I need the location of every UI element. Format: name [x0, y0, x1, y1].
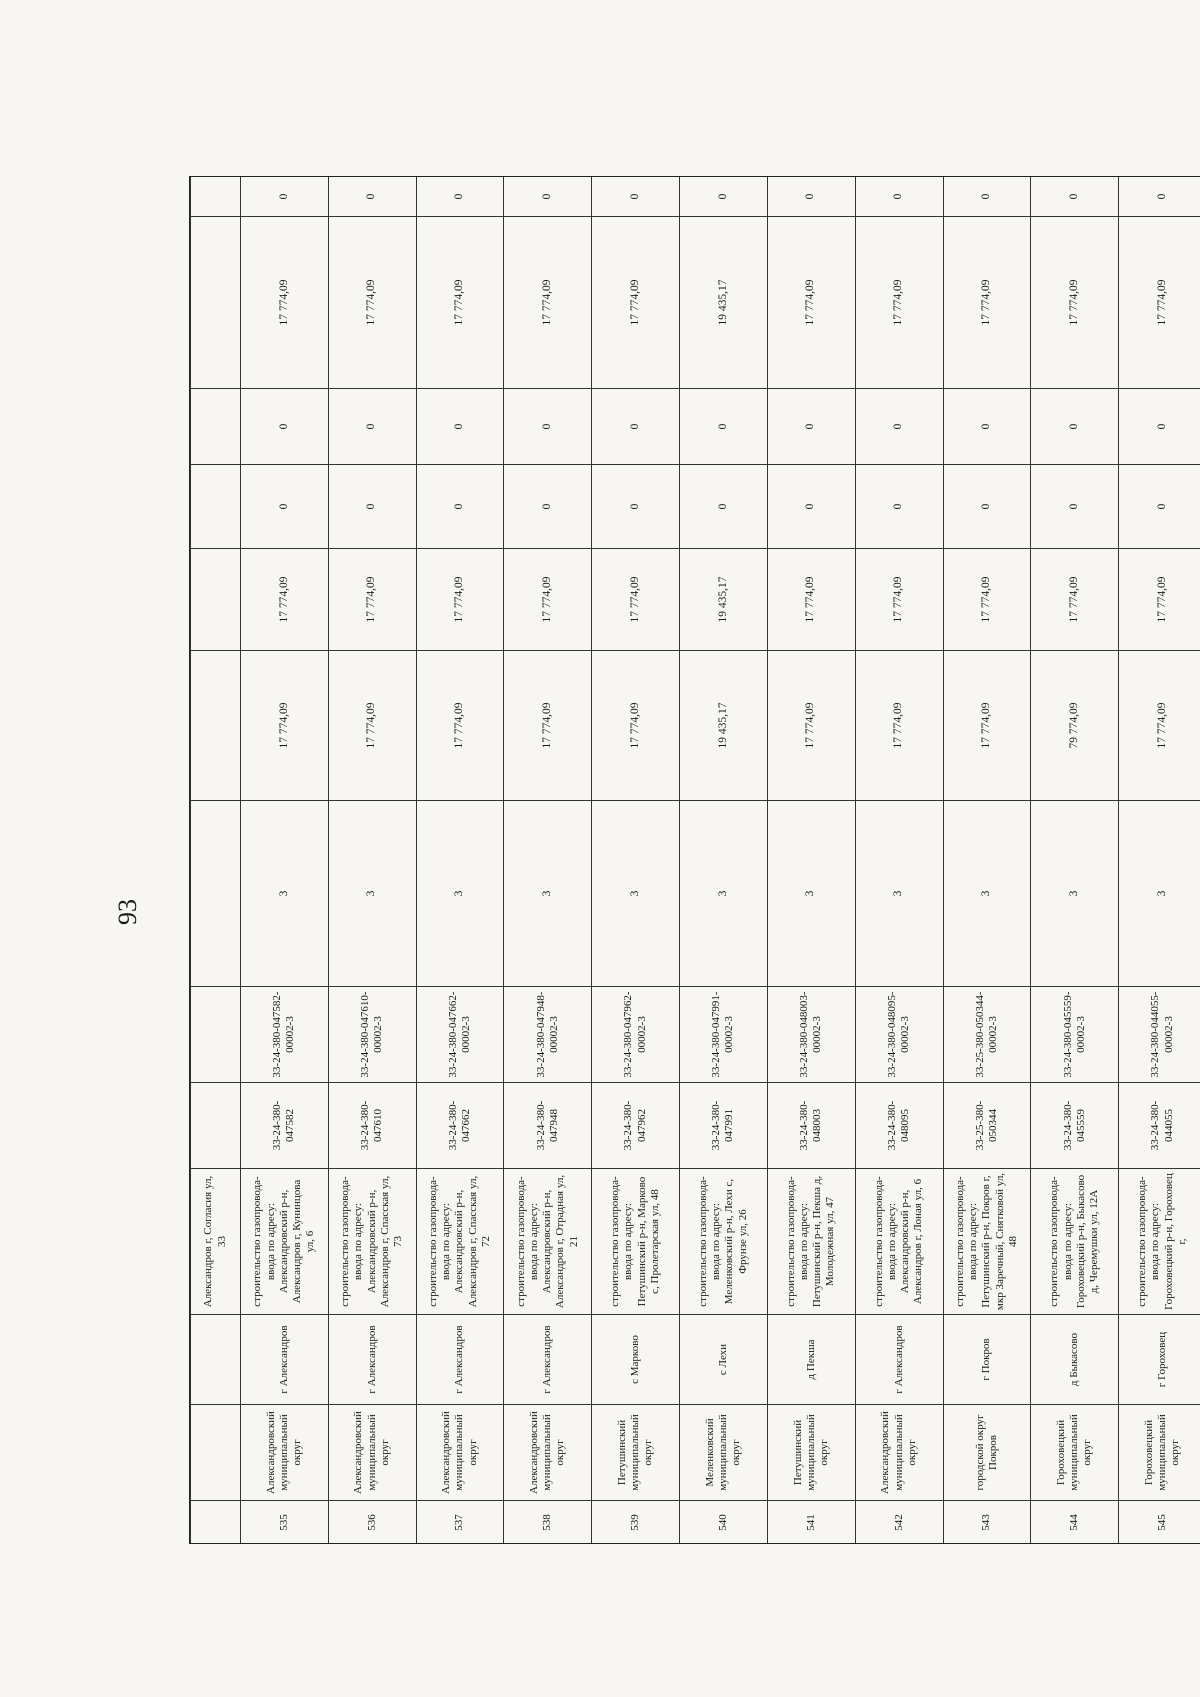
- table-cell-contract-number: 33-24-380-047991-00002-3: [680, 987, 768, 1083]
- table-row: [416, 177, 504, 1545]
- table-cell-value: 0: [680, 465, 768, 549]
- table-cell-contract-number: 33-24-380-048095-00002-3: [855, 987, 943, 1083]
- table-cell-cadastral-code: 33-24-380-047962: [592, 1083, 680, 1169]
- table-cell-value: 0: [241, 465, 329, 549]
- table-cell-contract-number: 33-24-380-045559-00002-3: [1031, 987, 1119, 1083]
- table-cell-row-number: 535: [241, 1501, 329, 1545]
- table-cell-amount: 17 774,09: [1119, 217, 1200, 389]
- table-row: [504, 177, 592, 1545]
- table-cell-locality: д Пекша: [767, 1315, 855, 1405]
- table-cell-municipality: Гороховецкий муниципальный округ: [1031, 1405, 1119, 1501]
- table-cell-amount: 17 774,09: [504, 217, 592, 389]
- table-cell-value: 0: [1031, 465, 1119, 549]
- table-cell-amount: 17 774,09: [855, 217, 943, 389]
- table-cell-description: строительство газопровода-ввода по адресу: Александровский р-н, Александров г, Кунинцова ул, 6: [241, 1169, 329, 1315]
- table-cell-row-number: 542: [855, 1501, 943, 1545]
- table-cell-value: 0: [328, 177, 416, 217]
- table-cell-value: 0: [680, 177, 768, 217]
- table-cell-cadastral-code: 33-24-380-047582: [241, 1083, 329, 1169]
- table-cell-cadastral-code: 33-24-380-044055: [1119, 1083, 1200, 1169]
- table-cell-value: 0: [416, 465, 504, 549]
- table-cell-amount: 17 774,09: [1031, 549, 1119, 651]
- table-cell-value: 0: [767, 389, 855, 465]
- table-cell-locality: г Гороховец: [1119, 1315, 1200, 1405]
- table-cell-amount: 79 774,09: [1031, 651, 1119, 801]
- table-cell-cadastral-code: 33-24-380-048003: [767, 1083, 855, 1169]
- table-cell-value: 0: [328, 389, 416, 465]
- table-cell-contract-number: 33-24-380-047948-00002-3: [504, 987, 592, 1083]
- table-cell-category: 3: [1119, 801, 1200, 987]
- table-cell-value: 0: [943, 177, 1031, 217]
- table-cell-municipality: Гороховецкий муниципальный округ: [1119, 1405, 1200, 1501]
- table-cell-amount: 17 774,09: [592, 549, 680, 651]
- table-cell-description: строительство газопровода-ввода по адресу: Александровский р-н, Александров г, Спасская ул, 73: [328, 1169, 416, 1315]
- table-cell-value: 0: [767, 465, 855, 549]
- table-cell-empty: [191, 549, 241, 651]
- table-cell-contract-number: 33-24-380-048003-00002-3: [767, 987, 855, 1083]
- table-cell-value: 0: [680, 389, 768, 465]
- table-cell-cadastral-code: 33-24-380-047948: [504, 1083, 592, 1169]
- table-cell-cadastral-code: 33-24-380-048095: [855, 1083, 943, 1169]
- table-cell-locality: г Александров: [855, 1315, 943, 1405]
- table-cell-amount: 17 774,09: [416, 549, 504, 651]
- table-cell-amount: 17 774,09: [855, 549, 943, 651]
- table-cell-category: 3: [1031, 801, 1119, 987]
- table-cell-category: 3: [767, 801, 855, 987]
- table-cell-municipality: Александровский муниципальный округ: [328, 1405, 416, 1501]
- table-cell-row-number: 545: [1119, 1501, 1200, 1545]
- table-cell-value: 0: [1031, 389, 1119, 465]
- table-cell-municipality: Александровский муниципальный округ: [416, 1405, 504, 1501]
- table-cell-amount: 17 774,09: [1119, 549, 1200, 651]
- table-cell-locality: с Марково: [592, 1315, 680, 1405]
- document-table-frame: [189, 176, 1200, 1544]
- table-cell-locality: д Быкасово: [1031, 1315, 1119, 1405]
- table-cell-value: 0: [592, 177, 680, 217]
- table-cell-value: 0: [328, 465, 416, 549]
- table-cell-empty: [191, 1083, 241, 1169]
- table-cell-empty: [191, 177, 241, 217]
- table-cell-amount: 17 774,09: [943, 549, 1031, 651]
- table-cell-amount: 19 435,17: [680, 217, 768, 389]
- table-cell-municipality: городской округ Покров: [943, 1405, 1031, 1501]
- table-cell-empty: [191, 465, 241, 549]
- table-cell-value: 0: [592, 465, 680, 549]
- table-cell-row-number: 541: [767, 1501, 855, 1545]
- table-cell-value: 0: [504, 389, 592, 465]
- table-cell-category: 3: [241, 801, 329, 987]
- table-cell-value: 0: [416, 389, 504, 465]
- table-cell-municipality: Александровский муниципальный округ: [504, 1405, 592, 1501]
- table-cell-amount: 17 774,09: [592, 217, 680, 389]
- table-row: [592, 177, 680, 1545]
- table-cell-description: строительство газопровода-ввода по адресу: Петушинский р-н, Покров г, мкр Заречный, Снятковой ул, 48: [943, 1169, 1031, 1315]
- table-cell-municipality: Меленковский муниципальный округ: [680, 1405, 768, 1501]
- table-cell-value: 0: [1119, 389, 1200, 465]
- table-row-continuation: [191, 177, 241, 1545]
- table-cell-amount: 17 774,09: [767, 651, 855, 801]
- table-cell-amount: 17 774,09: [1031, 217, 1119, 389]
- table-cell-amount: 19 435,17: [680, 651, 768, 801]
- table-row: [767, 177, 855, 1545]
- table-cell-value: 0: [855, 177, 943, 217]
- table-cell-value: 0: [592, 389, 680, 465]
- table-cell-contract-number: 33-24-380-047582-00002-3: [241, 987, 329, 1083]
- table-cell-amount: 17 774,09: [241, 549, 329, 651]
- table-row: [855, 177, 943, 1545]
- table-cell-empty: [191, 1501, 241, 1545]
- table-cell-municipality: Петушинский муниципальный округ: [592, 1405, 680, 1501]
- table-cell-description: строительство газопровода-ввода по адресу: Петушинский р-н, Марково с, Пролетарская ул, 48: [592, 1169, 680, 1315]
- table-cell-amount: 17 774,09: [328, 217, 416, 389]
- table-cell-value: 0: [1119, 465, 1200, 549]
- table-cell-cadastral-code: 33-24-380-047991: [680, 1083, 768, 1169]
- table-cell-amount: 17 774,09: [943, 217, 1031, 389]
- table-cell-empty: [191, 389, 241, 465]
- table-cell-value: 0: [855, 465, 943, 549]
- table-cell-empty: [191, 1315, 241, 1405]
- table-cell-value: 0: [855, 389, 943, 465]
- table-cell-value: 0: [1031, 177, 1119, 217]
- table-cell-value: 0: [504, 465, 592, 549]
- table-cell-municipality: Александровский муниципальный округ: [241, 1405, 329, 1501]
- table-row: [241, 177, 329, 1545]
- table-cell-category: 3: [943, 801, 1031, 987]
- table-cell-row-number: 537: [416, 1501, 504, 1545]
- table-cell-value: 0: [504, 177, 592, 217]
- table-cell-amount: 17 774,09: [767, 217, 855, 389]
- table-cell-value: 0: [241, 177, 329, 217]
- table-cell-amount: 17 774,09: [416, 217, 504, 389]
- table-cell-locality: г Александров: [416, 1315, 504, 1405]
- table-cell-locality: г Александров: [241, 1315, 329, 1405]
- table-cell-empty: [191, 801, 241, 987]
- table-cell-contract-number: 33-24-380-047962-00002-3: [592, 987, 680, 1083]
- table-cell-contract-number: 33-25-380-050344-00002-3: [943, 987, 1031, 1083]
- table-cell-description: строительство газопровода-ввода по адресу: Меленковский р-н, Лехи с, Фрунзе ул, 26: [680, 1169, 768, 1315]
- table-cell-value: 0: [767, 177, 855, 217]
- table-cell-category: 3: [328, 801, 416, 987]
- table-cell-amount: 17 774,09: [241, 651, 329, 801]
- table-cell-contract-number: 33-24-380-047610-00002-3: [328, 987, 416, 1083]
- table-cell-amount: 17 774,09: [328, 651, 416, 801]
- table-cell-locality: г Покров: [943, 1315, 1031, 1405]
- table-cell-empty: [191, 1405, 241, 1501]
- table-cell-value: 0: [1119, 177, 1200, 217]
- table-cell-amount: 17 774,09: [943, 651, 1031, 801]
- table-row: [1031, 177, 1119, 1545]
- table-cell-value: 0: [943, 465, 1031, 549]
- table-cell-cadastral-code: 33-25-380-050344: [943, 1083, 1031, 1169]
- table-cell-category: 3: [680, 801, 768, 987]
- table-cell-locality: г Александров: [504, 1315, 592, 1405]
- table-cell-description: строительство газопровода-ввода по адресу: Гороховецкий р-н, Быкасово д, Черемушки ул, 12А: [1031, 1169, 1119, 1315]
- table-cell-row-number: 540: [680, 1501, 768, 1545]
- table-row: [680, 177, 768, 1545]
- table-row: [1119, 177, 1200, 1545]
- table-cell-amount: 19 435,17: [680, 549, 768, 651]
- table-cell-amount: 17 774,09: [767, 549, 855, 651]
- table-cell-cadastral-code: 33-24-380-045559: [1031, 1083, 1119, 1169]
- table-cell-contract-number: 33-24-380-044055-00002-3: [1119, 987, 1200, 1083]
- table-cell-empty: [191, 651, 241, 801]
- table-cell-cadastral-code: 33-24-380-047662: [416, 1083, 504, 1169]
- table-cell-contract-number: 33-24-380-047662-00002-3: [416, 987, 504, 1083]
- table-cell-value: 0: [943, 389, 1031, 465]
- table-cell-row-number: 539: [592, 1501, 680, 1545]
- table-cell-amount: 17 774,09: [1119, 651, 1200, 801]
- table-row: [328, 177, 416, 1545]
- table-cell-description: строительство газопровода-ввода по адресу: Александровский р-н, Александров г, Лоная ул, 6: [855, 1169, 943, 1315]
- table-cell-amount: 17 774,09: [592, 651, 680, 801]
- table-cell-amount: 17 774,09: [241, 217, 329, 389]
- table-cell-value: 0: [416, 177, 504, 217]
- table-cell-cadastral-code: 33-24-380-047610: [328, 1083, 416, 1169]
- table-cell-category: 3: [855, 801, 943, 987]
- table-cell-amount: 17 774,09: [504, 549, 592, 651]
- table-cell-amount: 17 774,09: [328, 549, 416, 651]
- table-cell-description: строительство газопровода-ввода по адресу: Александровский р-н, Александров г, Отрадная ул, 21: [504, 1169, 592, 1315]
- table-row: [943, 177, 1031, 1545]
- table-cell-empty: [191, 987, 241, 1083]
- table-cell-empty: [191, 217, 241, 389]
- table-cell-description: строительство газопровода-ввода по адресу: Александровский р-н, Александров г, Спасская ул, 72: [416, 1169, 504, 1315]
- rotated-table-container: [190, 177, 1200, 1544]
- table-cell-locality: с Лехи: [680, 1315, 768, 1405]
- table-cell-municipality: Петушинский муниципальный округ: [767, 1405, 855, 1501]
- gas-pipeline-table: [190, 176, 1200, 1544]
- table-cell-category: 3: [592, 801, 680, 987]
- page-number: 93: [113, 899, 142, 925]
- table-cell-row-number: 544: [1031, 1501, 1119, 1545]
- table-cell-locality: г Александров: [328, 1315, 416, 1405]
- table-cell-address: Александров г, Согласия ул, 33: [191, 1169, 241, 1315]
- table-cell-description: строительство газопровода-ввода по адресу: Петушинский р-н, Пекша д, Молодежная ул, 47: [767, 1169, 855, 1315]
- table-cell-category: 3: [504, 801, 592, 987]
- table-cell-value: 0: [241, 389, 329, 465]
- table-cell-municipality: Александровский муниципальный округ: [855, 1405, 943, 1501]
- table-cell-amount: 17 774,09: [504, 651, 592, 801]
- table-cell-description: строительство газопровода-ввода по адресу: Гороховецкий р-н, Гороховец г,: [1119, 1169, 1200, 1315]
- table-cell-category: 3: [416, 801, 504, 987]
- table-cell-amount: 17 774,09: [855, 651, 943, 801]
- table-cell-row-number: 538: [504, 1501, 592, 1545]
- table-cell-amount: 17 774,09: [416, 651, 504, 801]
- table-cell-row-number: 536: [328, 1501, 416, 1545]
- table-cell-row-number: 543: [943, 1501, 1031, 1545]
